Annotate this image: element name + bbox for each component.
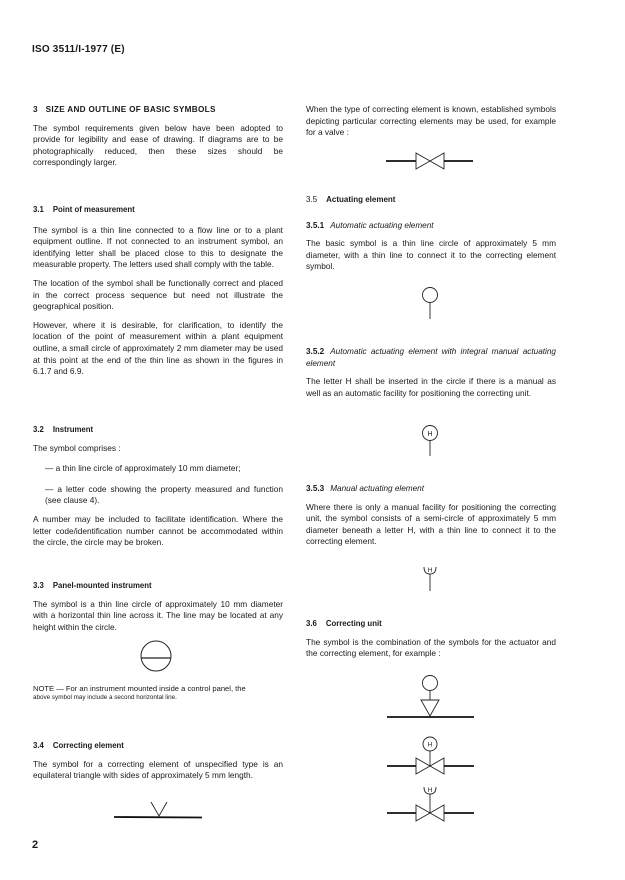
valve-intro — [306, 104, 556, 139]
correcting-unit-example-2 — [385, 733, 475, 777]
svg-text:H: H — [427, 787, 433, 794]
section-3-3 — [33, 580, 283, 633]
section-3-4-body: The symbol for a correcting element of unspecified type is an equilateral triangle with sides of approximately 5 mm length. — [33, 758, 283, 781]
section-3-3-heading: 3.3 Panel-mounted instrument — [33, 581, 152, 590]
document-id: ISO 3511/I-1977 (E) — [32, 44, 125, 55]
note-line-1: NOTE — For an instrument mounted inside a control panel, the — [33, 684, 246, 693]
section-3-1 — [33, 204, 283, 378]
section-3-4 — [33, 740, 283, 782]
section-3-2-heading: 3.2 Instrument — [33, 425, 94, 434]
section-3-6-body: The symbol is the combination of the symbols for the actuator and the correcting element, for example : — [306, 636, 556, 659]
section-3-5-heading: 3.5 Actuating element — [306, 195, 396, 204]
section-3-heading: 3 SIZE AND OUTLINE OF BASIC SYMBOLS — [33, 105, 216, 114]
correcting-element-symbol — [114, 800, 204, 820]
section-3-6 — [306, 618, 556, 660]
section-3-5-1-body: The basic symbol is a thin line circle of approximately 5 mm diameter, with a thin line to connect it to the correcting element symbol. — [306, 238, 556, 272]
section-3-2-para-2: A number may be included to facilitate identification. Where the letter code/identification number cannot be accommodated within the circle, the circle may be broken. — [33, 513, 283, 548]
correcting-unit-example-3 — [385, 785, 475, 825]
section-3-body: The symbol requirements given below have been adopted to provide for legibility and ease of drawing. If diagrams are to be photographically reduced, then these sizes should be correspondingly larger. — [33, 122, 283, 168]
section-3-5-2-heading: 3.5.2 Automatic actuating element with integral manual actuating element — [306, 347, 556, 368]
section-3-1-heading: 3.1 Point of measurement — [33, 205, 135, 214]
section-3-5-2 — [306, 346, 556, 399]
section-3-2 — [33, 424, 283, 549]
note-line-2: above symbol may include a second horizontal line. — [33, 694, 177, 701]
section-3-2-bullet-2: — a letter code showing the property measured and function (see clause 4). — [45, 483, 283, 506]
section-3-5-3 — [306, 483, 556, 548]
automatic-manual-actuator-symbol — [420, 424, 440, 458]
section-3-3-body: The symbol is a thin line circle of approximately 10 mm diameter with a horizontal thin line across it. The line may be located at any height within the circle. — [33, 598, 283, 632]
section-3-5-1-heading: 3.5.1 Automatic actuating element — [306, 220, 434, 230]
automatic-actuator-symbol — [420, 286, 440, 322]
svg-text:H: H — [427, 567, 433, 574]
section-3-2-bullet-1: — a thin line circle of approximately 10 mm diameter; — [45, 463, 241, 474]
h-letter: H — [427, 431, 433, 438]
section-3-5-3-body: Where there is only a manual facility for positioning the correcting unit, the symbol consists of a semi-circle of approximately 5 mm diameter beneath a letter H, with a thin line to connect it to the correcting element. — [306, 501, 556, 547]
section-3 — [33, 104, 283, 169]
section-3-3-note — [33, 684, 283, 702]
section-3-1-para-3: However, where it is desirable, for clarification, to identify the location of the point of measurement within a plant equipment outline, a small circle of approximately 2 mm diameter may be used at this point at the end of the thin line as shown in the figures in 6.1.7 and 6.9. — [33, 319, 283, 377]
section-3-5 — [306, 194, 556, 273]
correcting-unit-example-1 — [385, 672, 475, 722]
section-3-5-2-body: The letter H shall be inserted in the circle if there is a manual as well as an automatic facility for positioning the correcting unit. — [306, 376, 556, 398]
valve-intro-text: When the type of correcting element is known, established symbols depicting particular correcting elements may be used, for example for a valve : — [306, 104, 556, 138]
valve-symbol — [385, 150, 475, 172]
section-3-5-3-heading: 3.5.3 Manual actuating element — [306, 484, 424, 493]
section-3-1-para-1: The symbol is a thin line connected to a flow line or to a plant equipment outline. If not connected to an instrument symbol, an identifying letter shall be placed close to this to designate the measurable property. The letters used shall comply with the table. — [33, 224, 283, 270]
section-3-1-para-2: The location of the symbol shall be functionally correct and placed in the correct process sequence but need not illustrate the geographical position. — [33, 277, 283, 312]
panel-mounted-instrument-symbol — [140, 640, 176, 676]
manual-actuator-symbol — [421, 564, 439, 592]
section-3-4-heading: 3.4 Correcting element — [33, 741, 124, 750]
page-number: 2 — [32, 839, 39, 851]
svg-text:H: H — [427, 741, 433, 749]
section-3-6-heading: 3.6 Correcting unit — [306, 619, 382, 628]
section-3-2-intro: The symbol comprises : — [33, 442, 121, 453]
